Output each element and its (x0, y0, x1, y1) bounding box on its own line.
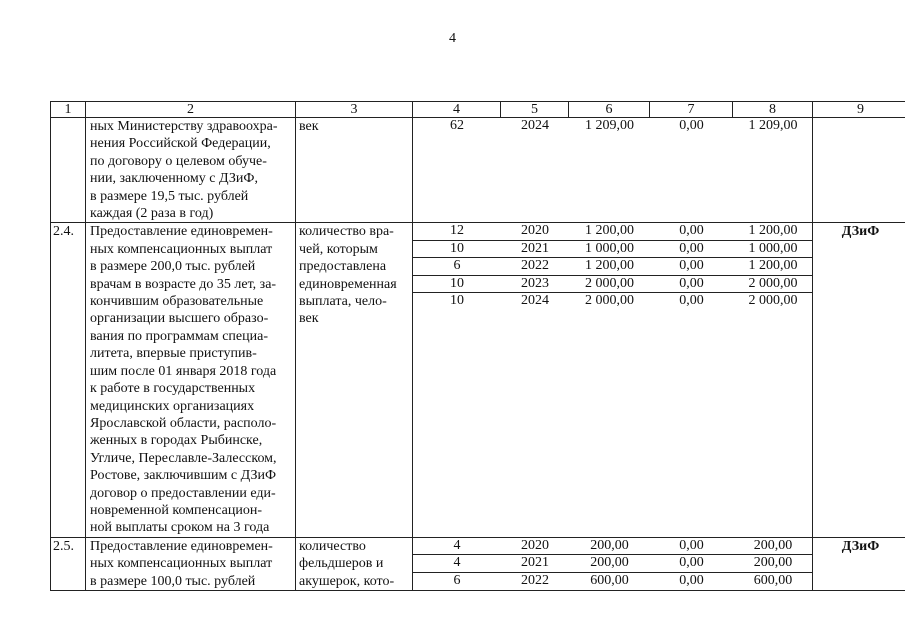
year-cell: 2020 (501, 538, 569, 555)
count-cell: 6 (453, 572, 461, 588)
value-row (413, 258, 813, 276)
measure-description: ных Министерству здравоохра- нения Российской Федерации, по договору о целевом обуче- нии, заключенному с ДЗиФ, в размере 19,5 тыс. рублей каждая (2 раза в год) (86, 118, 296, 223)
values-block (413, 223, 813, 537)
count-cell: 4 (413, 538, 501, 555)
header-cell: 3 (296, 102, 413, 118)
count-cell: 62 (450, 118, 464, 133)
federal-cell: 0,00 (650, 240, 733, 258)
year-cell: 2023 (501, 275, 569, 293)
regional-cell: 2 000,00 (733, 275, 813, 293)
agency-cell: ДЗиФ (813, 537, 905, 590)
header-cell: 8 (733, 102, 813, 118)
total-cell: 2 000,00 (585, 293, 634, 309)
values-block (413, 118, 813, 223)
value-row (413, 275, 813, 293)
unit-of-measure: количество вра- чей, которым предоставлена единовременная выплата, чело- век (296, 223, 413, 537)
federal-cell: 0,00 (679, 572, 704, 588)
financing-table (50, 101, 905, 591)
total-cell: 600,00 (590, 572, 629, 588)
regional-cell: 1 200,00 (733, 258, 813, 276)
federal-cell: 0,00 (650, 538, 733, 555)
values-subtable (413, 118, 813, 135)
year-cell: 2020 (501, 223, 569, 240)
row-index: 2.5. (51, 537, 86, 590)
total-cell: 200,00 (569, 538, 650, 555)
measure-description: Предоставление единовремен- ных компенсационных выплат в размере 100,0 тыс. рублей (86, 537, 296, 590)
values-subtable (413, 538, 813, 590)
federal-cell: 0,00 (650, 258, 733, 276)
value-row (413, 538, 813, 555)
year-cell: 2022 (501, 258, 569, 276)
regional-cell: 1 209,00 (748, 118, 798, 133)
measure-description: Предоставление единовремен- ных компенсационных выплат в размере 200,0 тыс. рублей врачам в возрасте до 35 лет, за- кончившим образовательные организации высшего образо- вания по программам специа- литета, впервые приступив- шим после 01 января 2018 года к работе в государственных медицинских организациях Ярославской области, располо- женных в городах Рыбинске, Угличе, Переславле-Залесском, Ростове, заключившим с ДЗиФ договор о предоставлении еди- новременной компенсацион- ной выплаты сроком на 3 года (86, 223, 296, 537)
regional-cell: 1 200,00 (733, 223, 813, 240)
count-cell: 4 (413, 555, 501, 573)
agency-cell: ДЗиФ (813, 223, 905, 537)
unit-of-measure: количество фельдшеров и акушерок, кото- (296, 537, 413, 590)
header-cell: 5 (501, 102, 569, 118)
total-cell: 1 000,00 (569, 240, 650, 258)
header-cell: 6 (569, 102, 650, 118)
count-cell: 10 (450, 293, 464, 309)
table-row-2-4 (51, 223, 905, 537)
regional-cell: 2 000,00 (748, 293, 798, 309)
value-row (413, 555, 813, 573)
header-cell: 2 (86, 102, 296, 118)
values-block (413, 537, 813, 590)
total-cell: 200,00 (569, 555, 650, 573)
federal-cell: 0,00 (650, 223, 733, 240)
value-row (413, 240, 813, 258)
regional-cell: 1 000,00 (733, 240, 813, 258)
table-row-2-5 (51, 537, 905, 590)
value-row (413, 118, 813, 135)
federal-cell: 0,00 (679, 118, 704, 133)
federal-cell: 0,00 (650, 275, 733, 293)
row-index (51, 118, 86, 223)
year-cell: 2021 (501, 240, 569, 258)
year-cell: 2022 (521, 572, 549, 588)
regional-cell: 200,00 (733, 555, 813, 573)
regional-cell: 600,00 (753, 572, 793, 588)
federal-cell: 0,00 (679, 293, 704, 309)
header-row (51, 102, 905, 118)
total-cell: 1 200,00 (569, 223, 650, 240)
header-cell: 1 (51, 102, 86, 118)
values-subtable (413, 223, 813, 310)
row-index: 2.4. (51, 223, 86, 537)
federal-cell: 0,00 (650, 555, 733, 573)
value-row (413, 293, 813, 310)
count-cell: 12 (413, 223, 501, 240)
total-cell: 1 209,00 (585, 118, 634, 133)
value-row (413, 223, 813, 240)
total-cell: 1 200,00 (569, 258, 650, 276)
table-row-continuation (51, 118, 905, 223)
count-cell: 6 (413, 258, 501, 276)
year-cell: 2024 (521, 118, 549, 133)
year-cell: 2024 (521, 293, 549, 309)
header-cell: 4 (413, 102, 501, 118)
total-cell: 2 000,00 (569, 275, 650, 293)
value-row (413, 572, 813, 589)
header-cell: 7 (650, 102, 733, 118)
agency-cell (813, 118, 905, 223)
unit-of-measure: век (296, 118, 413, 223)
header-cell: 9 (813, 102, 905, 118)
year-cell: 2021 (501, 555, 569, 573)
count-cell: 10 (413, 275, 501, 293)
count-cell: 10 (413, 240, 501, 258)
regional-cell: 200,00 (733, 538, 813, 555)
page-number: 4 (449, 31, 456, 46)
